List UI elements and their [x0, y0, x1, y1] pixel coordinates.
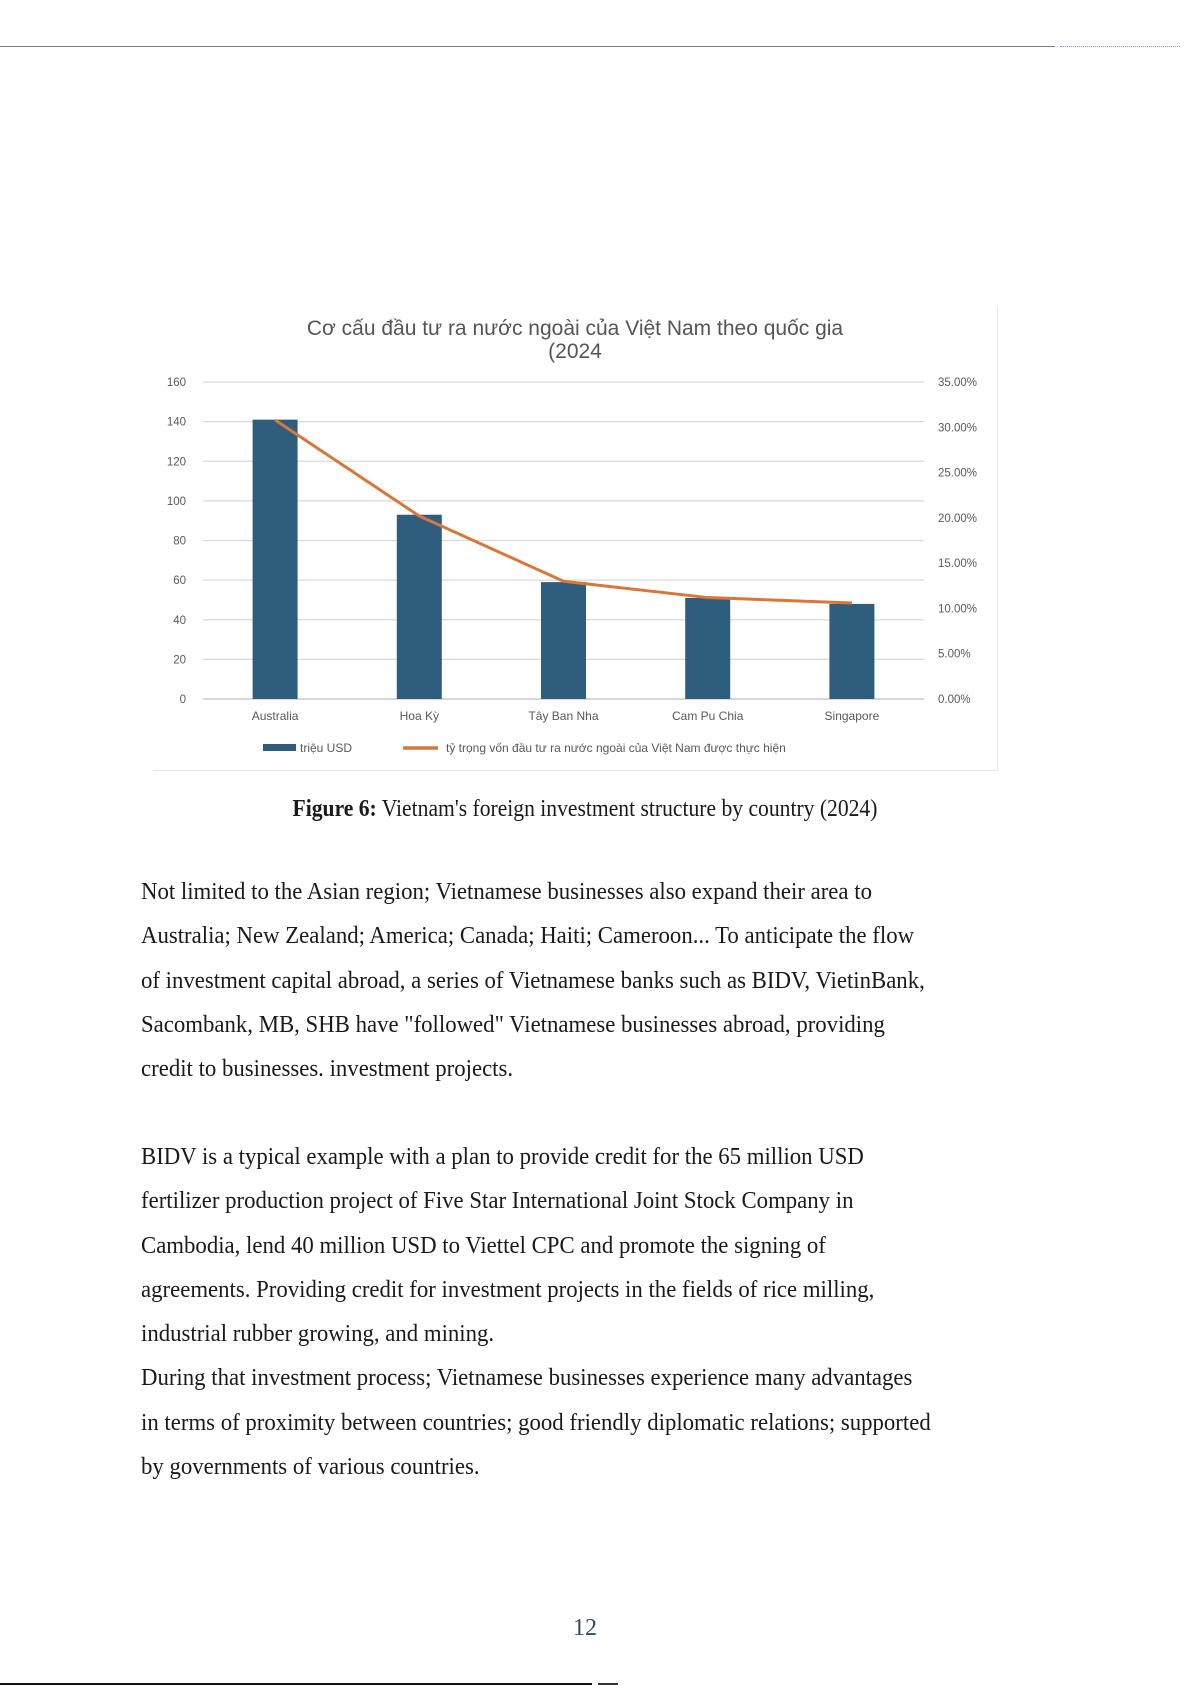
figure-caption — [59, 796, 1112, 823]
x-tick-label: Tây Ban Nha — [528, 709, 599, 723]
header-rule-dots — [1060, 46, 1180, 48]
text-line: industrial rubber growing, and mining. — [141, 1320, 495, 1348]
chart-title: Cơ cấu đầu tư ra nước ngoài của Việt Nam theo quốc gia — [306, 317, 844, 340]
text-line: by governments of various countries. — [141, 1453, 480, 1481]
x-tick-label: Cam Pu Chia — [672, 709, 744, 723]
line-series — [275, 420, 852, 603]
y-tick-label: 140 — [166, 416, 186, 429]
legend-line-label: tỷ trọng vốn đầu tư ra nước ngoài của Việt Nam được thực hiện — [446, 741, 786, 755]
bar — [541, 582, 586, 699]
y2-tick-label: 30.00% — [938, 422, 978, 435]
chart-figure — [153, 307, 998, 771]
y2-tick-label: 0.00% — [938, 694, 971, 706]
y-tick-label: 160 — [166, 377, 186, 389]
text-line: Australia; New Zealand; America; Canada; Haiti; Cameroon... To anticipate the flow — [141, 922, 915, 950]
caption-label: Figure 6: — [292, 796, 377, 822]
text-line: of investment capital abroad, a series of Vietnamese banks such as BIDV, VietinBank, — [141, 966, 925, 994]
y2-tick-label: 10.00% — [938, 603, 978, 616]
y-tick-label: 80 — [173, 535, 186, 548]
text-line: During that investment process; Vietnamese businesses experience many advantages — [141, 1364, 913, 1392]
bar — [253, 420, 298, 699]
x-tick-label: Hoa Kỳ — [399, 709, 439, 723]
text-line: fertilizer production project of Five Star International Joint Stock Company in — [141, 1187, 854, 1215]
text-line: Cambodia, lend 40 million USD to Viettel CPC and promote the signing of — [141, 1231, 826, 1259]
y2-tick-label: 5.00% — [938, 648, 971, 661]
x-tick-label: Singapore — [824, 709, 880, 723]
bar — [397, 515, 442, 699]
chart-svg — [153, 307, 997, 770]
y-tick-label: 120 — [166, 456, 186, 469]
y2-tick-label: 20.00% — [938, 512, 978, 525]
legend-bar-label: triệu USD — [300, 741, 353, 755]
y2-tick-label: 25.00% — [938, 467, 978, 480]
paragraph-1 — [141, 870, 1061, 1091]
x-tick-label: Australia — [251, 709, 299, 723]
text-line: BIDV is a typical example with a plan to provide credit for the 65 million USD — [141, 1143, 864, 1170]
header-rule — [0, 46, 1055, 47]
text-line: Sacombank, MB, SHB have "followed" Vietnamese businesses abroad, providing — [141, 1010, 885, 1038]
chart-title-line2: (2024 — [548, 340, 602, 363]
text-line: in terms of proximity between countries; good friendly diplomatic relations; supported — [141, 1408, 931, 1436]
y2-tick-label: 15.00% — [938, 558, 978, 571]
bar — [829, 604, 874, 699]
y-tick-label: 100 — [166, 495, 186, 508]
y-tick-label: 40 — [173, 614, 186, 627]
legend-bar-swatch — [263, 744, 296, 751]
bar — [685, 598, 730, 699]
y-tick-label: 60 — [173, 575, 186, 588]
y-tick-label: 0 — [179, 694, 186, 706]
text-line: agreements. Providing credit for investment projects in the fields of rice milling, — [141, 1275, 875, 1303]
paragraph-2 — [141, 1135, 1061, 1489]
text-line: credit to businesses. investment projects. — [141, 1055, 514, 1083]
page-number: 12 — [573, 1615, 597, 1641]
caption-text: Vietnam's foreign investment structure by country (2024) — [376, 796, 878, 822]
text-line: Not limited to the Asian region; Vietnamese businesses also expand their area to — [141, 878, 872, 905]
y-tick-label: 20 — [173, 654, 186, 667]
y2-tick-label: 35.00% — [938, 377, 978, 389]
